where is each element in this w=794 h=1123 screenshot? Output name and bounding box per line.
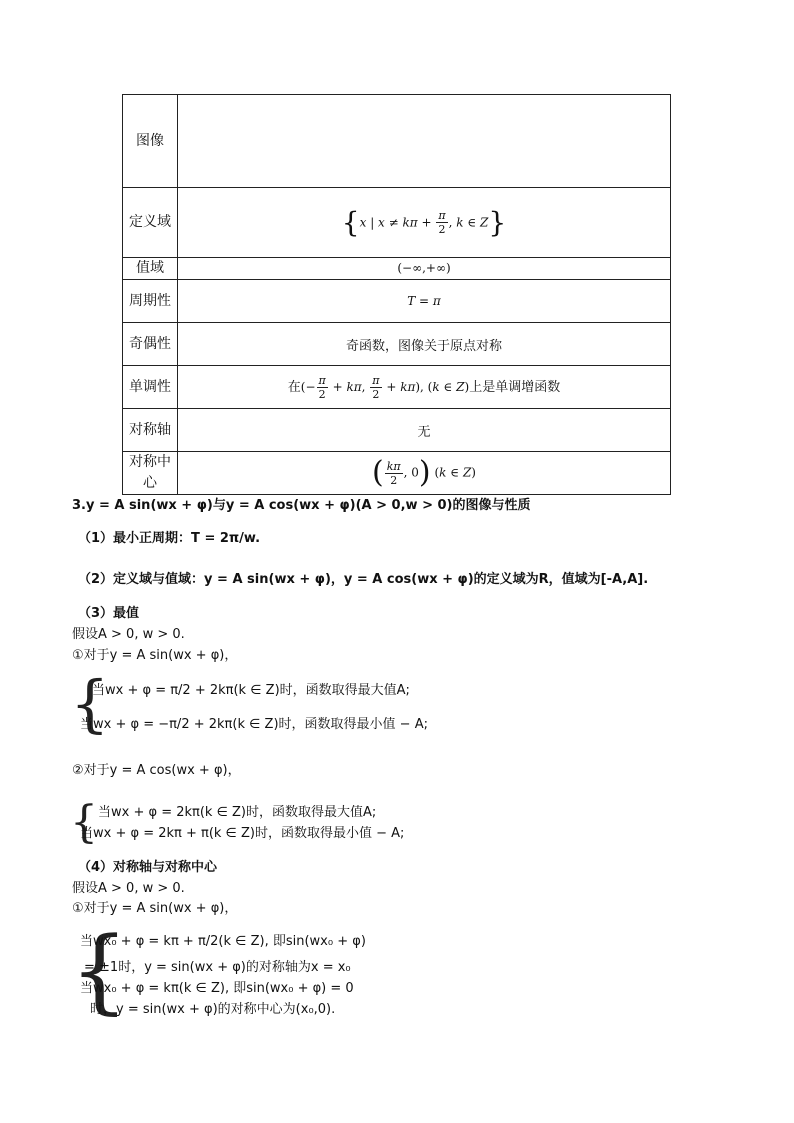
tangent-properties-table <box>122 94 671 495</box>
symmetry-title: （4）对称轴与对称中心 <box>78 860 218 875</box>
row-label: 对称轴 <box>123 409 178 452</box>
table-row-domain <box>123 188 671 258</box>
case-brace: { <box>70 797 98 848</box>
center-value: ( $\frac{k\pi}{2}$ , 0) (k ∈ Z) <box>178 452 671 495</box>
cos-min-case: 当wx + φ = 2kπ + π(k ∈ Z)时，函数取得最小值 − A; <box>80 826 405 841</box>
section-heading: 3.y = A sin(wx + φ)与y = A cos(wx + φ)(A > 0,w > 0)的图像与性质 <box>72 498 531 513</box>
row-label: 周期性 <box>123 280 178 323</box>
monotonic-value: 在(− $\frac{\pi}{2}$ + kπ, $\frac{\pi}{2}$ + kπ), (k ∈ Z)上是单调增函数 <box>178 366 671 409</box>
row-label: 定义域 <box>123 188 178 258</box>
case-brace: { <box>70 917 129 1024</box>
sin-min-case: 当wx + φ = −π/2 + 2kπ(k ∈ Z)时，函数取得最小值 − A; <box>80 717 428 732</box>
range-value: (−∞,+∞) <box>178 258 671 280</box>
axis-case-line-1: 当wx₀ + φ = kπ + π/2(k ∈ Z), 即sin(wx₀ + φ) <box>80 934 366 949</box>
table-row-graph <box>123 95 671 188</box>
domain-value: {x | x ≠ kπ + $\frac{\pi}{2}$ , k ∈ Z} <box>178 188 671 258</box>
period-value: T = π <box>178 280 671 323</box>
domain-range-line: （2）定义域与值域：y = A sin(wx + φ)，y = A cos(wx + φ)的定义域为R，值域为[-A,A]. <box>78 572 649 587</box>
row-label: 图像 <box>123 95 178 188</box>
row-label: 奇偶性 <box>123 323 178 366</box>
row-label: 单调性 <box>123 366 178 409</box>
extrema-title: （3）最值 <box>78 606 140 621</box>
axis-case-line-2: = ±1时，y = sin(wx + φ)的对称轴为x = x₀ <box>84 960 351 975</box>
extrema-cos-intro: ②对于y = A cos(wx + φ)， <box>72 763 241 778</box>
cos-max-case: 当wx + φ = 2kπ(k ∈ Z)时，函数取得最大值A; <box>98 805 377 820</box>
symmetry-assumption: 假设A > 0, w > 0. <box>72 881 185 896</box>
table-row-period <box>123 280 671 323</box>
table-row-axis <box>123 409 671 452</box>
symmetry-sin-intro: ①对于y = A sin(wx + φ)， <box>72 901 238 916</box>
extrema-sin-intro: ①对于y = A sin(wx + φ)， <box>72 648 238 663</box>
table-row-range <box>123 258 671 280</box>
period-line: （1）最小正周期：T = 2π/w. <box>78 531 261 546</box>
center-case-line-2: 时，y = sin(wx + φ)的对称中心为(x₀,0). <box>90 1002 336 1017</box>
parity-value: 奇函数，图像关于原点对称 <box>178 323 671 366</box>
center-case-line-1: 当wx₀ + φ = kπ(k ∈ Z), 即sin(wx₀ + φ) = 0 <box>80 981 354 996</box>
case-brace: { <box>70 667 110 740</box>
row-label: 对称中心 <box>123 452 178 495</box>
table-row-monotonic <box>123 366 671 409</box>
table-row-parity <box>123 323 671 366</box>
extrema-assumption: 假设A > 0, w > 0. <box>72 627 185 642</box>
table-row-center <box>123 452 671 495</box>
graph-cell <box>178 95 671 188</box>
row-label: 值域 <box>123 258 178 280</box>
sin-max-case: 当wx + φ = π/2 + 2kπ(k ∈ Z)时，函数取得最大值A; <box>92 683 410 698</box>
axis-value: 无 <box>178 409 671 452</box>
